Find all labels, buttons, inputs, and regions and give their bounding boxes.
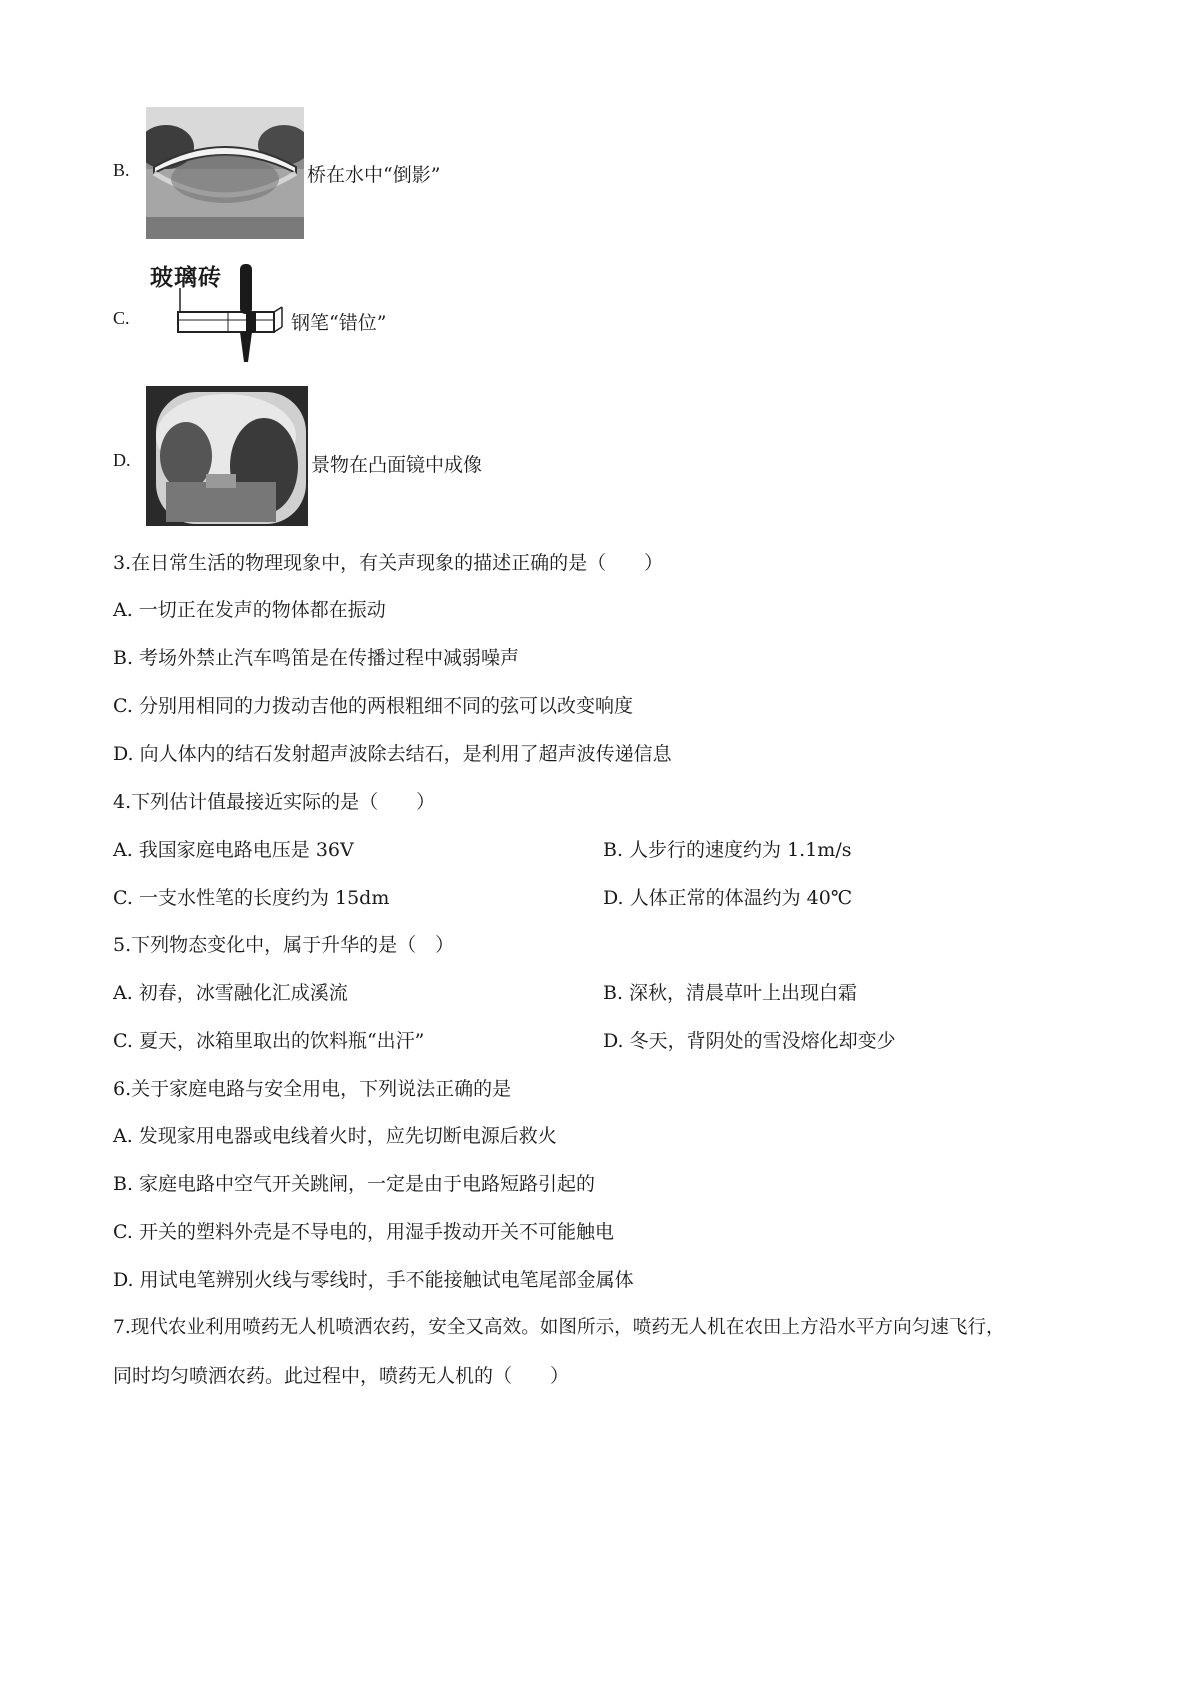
q5-option-b: B. 深秋，清晨草叶上出现白霜	[603, 982, 858, 1004]
q2-option-d-text: 景物在凸面镜中成像	[311, 454, 483, 476]
glass-brick-label: 玻璃砖	[150, 264, 222, 291]
q3-option-b: B. 考场外禁止汽车鸣笛是在传播过程中减弱噪声	[113, 647, 520, 669]
q2-option-b-letter: B.	[113, 160, 130, 180]
q4-option-d: D. 人体正常的体温约为 40℃	[603, 887, 853, 909]
q3-option-c: C. 分别用相同的力拨动吉他的两根粗细不同的弦可以改变响度	[113, 695, 633, 717]
q4-option-a: A. 我国家庭电路电压是 36V	[113, 839, 354, 861]
q3-option-a: A. 一切正在发声的物体都在振动	[113, 599, 386, 621]
q3-stem: 3.在日常生活的物理现象中，有关声现象的描述正确的是（ ）	[113, 552, 664, 574]
q2-option-d-letter: D.	[113, 450, 131, 470]
q5-option-c: C. 夏天，冰箱里取出的饮料瓶“出汗”	[113, 1030, 425, 1052]
convex-mirror-photo	[146, 386, 308, 526]
q3-option-d: D. 向人体内的结石发射超声波除去结石，是利用了超声波传递信息	[113, 743, 672, 765]
bridge-reflection-photo	[146, 107, 304, 239]
q2-option-b-text: 桥在水中“倒影”	[307, 164, 441, 186]
q6-option-a: A. 发现家用电器或电线着火时，应先切断电源后救火	[113, 1125, 557, 1147]
q5-option-a: A. 初春，冰雪融化汇成溪流	[113, 982, 348, 1004]
q7-stem-line2: 同时均匀喷洒农药。此过程中，喷药无人机的（ ）	[113, 1365, 570, 1387]
q6-option-c: C. 开关的塑料外壳是不导电的，用湿手拨动开关不可能触电	[113, 1221, 614, 1243]
q4-option-c: C. 一支水性笔的长度约为 15dm	[113, 887, 390, 909]
q6-stem: 6.关于家庭电路与安全用电，下列说法正确的是	[113, 1078, 512, 1100]
q6-option-b: B. 家庭电路中空气开关跳闸，一定是由于电路短路引起的	[113, 1173, 596, 1195]
q7-stem-line1: 7.现代农业利用喷药无人机喷洒农药，安全又高效。如图所示，喷药无人机在农田上方沿水平方向匀速飞行，	[113, 1317, 1005, 1338]
q2-option-c-text: 钢笔“错位”	[291, 312, 387, 334]
q5-option-d: D. 冬天，背阴处的雪没熔化却变少	[603, 1030, 896, 1052]
q2-option-c-letter: C.	[113, 308, 130, 328]
q4-option-b: B. 人步行的速度约为 1.1m/s	[603, 839, 852, 861]
q4-stem: 4.下列估计值最接近实际的是（ ）	[113, 791, 436, 813]
q5-stem: 5.下列物态变化中，属于升华的是（ ）	[113, 934, 455, 956]
q6-option-d: D. 用试电笔辨别火线与零线时，手不能接触试电笔尾部金属体	[113, 1269, 634, 1291]
